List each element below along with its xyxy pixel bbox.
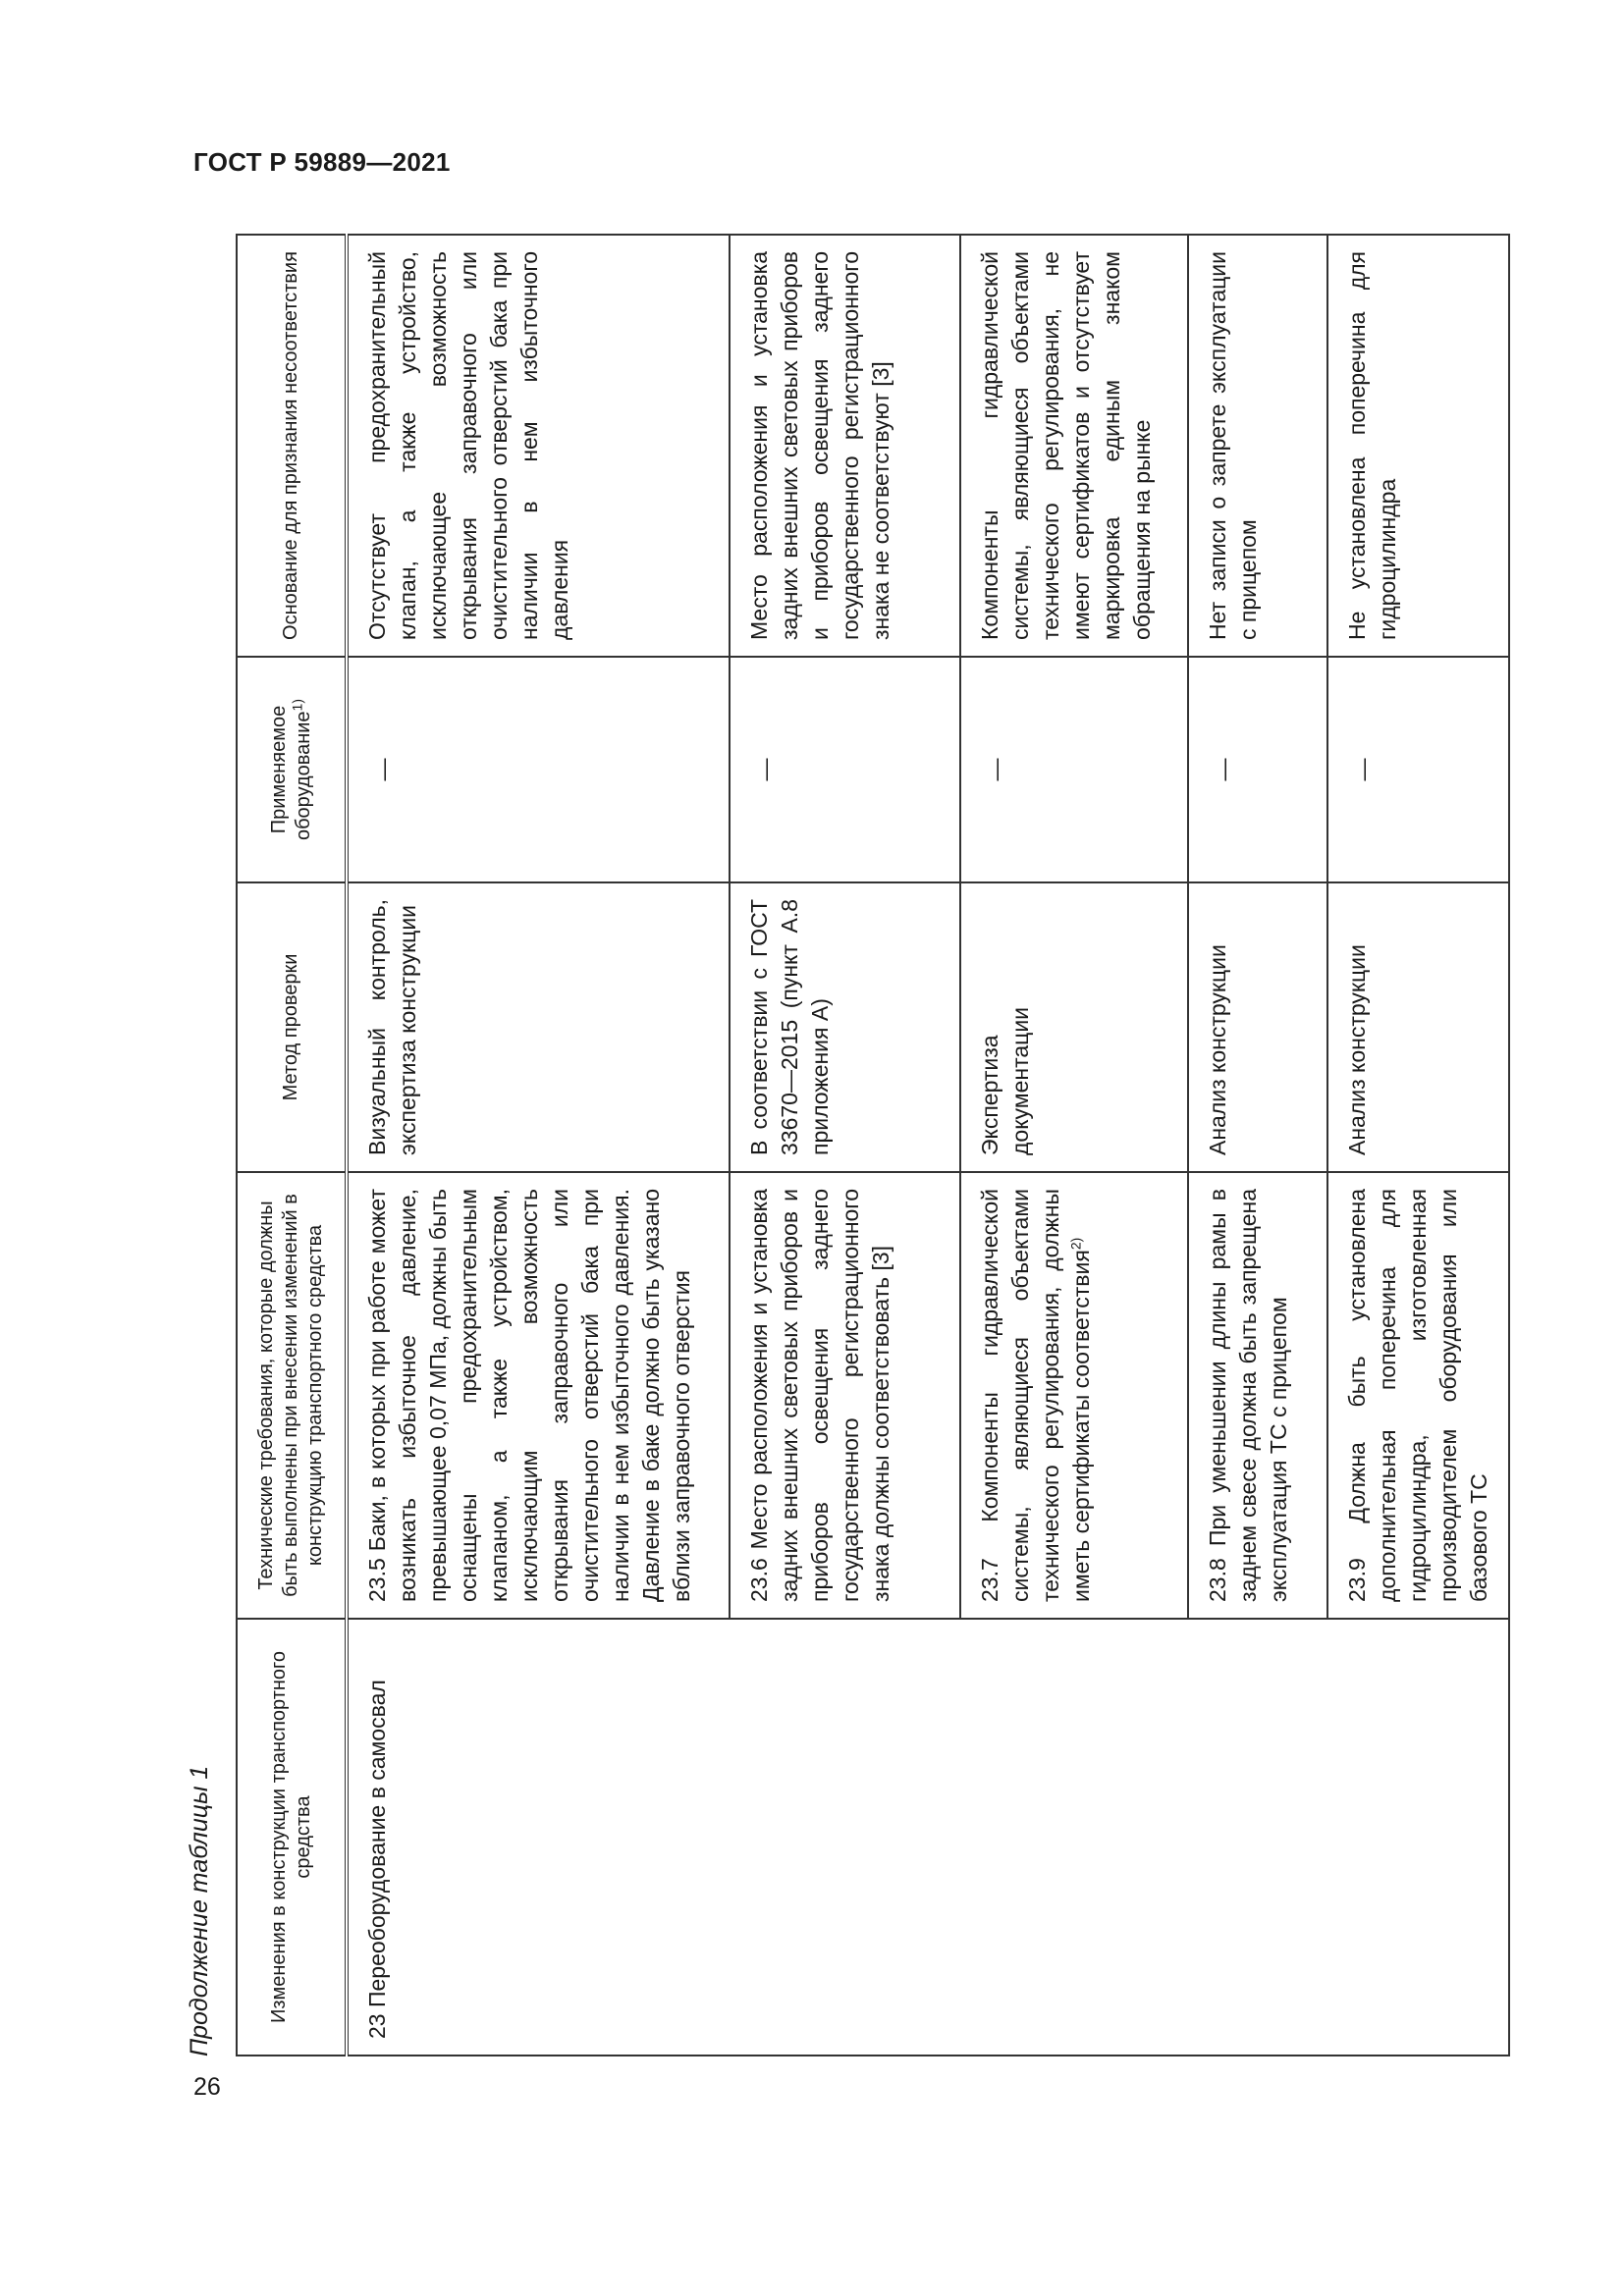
- header-basis: Основание для признания несоответствия: [237, 235, 347, 657]
- requirements-table-container: [236, 236, 1491, 2056]
- basis-cell: Нет записи о запрете эксплуатации с прицепом: [1188, 235, 1327, 657]
- requirement-cell: 23.6 Место расположения и установка задних внешних световых приборов и приборов освещения заднего государственного регистрационного знака должны соответствовать [3]: [730, 1172, 960, 1619]
- header-method: Метод проверки: [237, 882, 347, 1172]
- header-requirements: Технические требования, которые должны быть выполнены при внесении изменений в конструкцию транспортного средства: [237, 1172, 347, 1619]
- method-cell: В соответствии с ГОСТ 33670—2015 (пункт А.8 приложения А): [730, 882, 960, 1172]
- header-changes: Изменения в конструкции транспортного средства: [237, 1619, 347, 2056]
- equipment-cell: —: [1327, 657, 1509, 882]
- header-equipment: Применяемое оборудование$^{1)}$: [237, 657, 347, 882]
- footnote-mark: 1): [288, 698, 304, 712]
- method-cell: Визуальный контроль, экспертиза конструкции: [347, 882, 730, 1172]
- table-header-row: [237, 235, 347, 2056]
- requirement-cell: 23.5 Баки, в которых при работе может возникать избыточное давление, превышающее 0,07 МПа, должны быть оснащены предохранительным клапаном, а также устройством, исключающим возможность открывания заправочного или очистительного отверстий бака при наличии в нем избыточного давления. Давление в баке должно быть указано вблизи заправочного отверстия: [347, 1172, 730, 1619]
- basis-cell: Не установлена поперечина для гидроцилиндра: [1327, 235, 1509, 657]
- requirements-table: [236, 234, 1510, 2056]
- basis-cell: Место расположения и установка задних внешних световых приборов и приборов освещения заднего государственного регистрационного знака не соответствуют [3]: [730, 235, 960, 657]
- equipment-cell: —: [347, 657, 730, 882]
- equipment-cell: —: [730, 657, 960, 882]
- document-code: ГОСТ Р 59889—2021: [193, 147, 451, 177]
- table-continuation-caption: Продолжение таблицы 1: [186, 1765, 213, 2056]
- equipment-cell: —: [960, 657, 1188, 882]
- equipment-cell: —: [1188, 657, 1327, 882]
- requirement-cell: 23.7 Компоненты гидравлической системы, являющиеся объектами технического регулирования, должны иметь сертификаты соответствия$^{2)}$: [960, 1172, 1188, 1619]
- page-number: 26: [193, 2073, 221, 2101]
- table-row: [347, 235, 730, 2056]
- footnote-mark: 2): [1067, 1237, 1084, 1251]
- method-cell: Анализ конструкции: [1188, 882, 1327, 1172]
- method-cell: Экспертиза документации: [960, 882, 1188, 1172]
- basis-cell: Отсутствует предохранительный клапан, а также устройство, исключающее возможность открывания заправочного или очистительного отверстий бака при наличии в нем избыточного давления: [347, 235, 730, 657]
- requirement-cell: 23.8 При уменьшении длины рамы в заднем свесе должна быть запрещена эксплуатация ТС с прицепом: [1188, 1172, 1327, 1619]
- basis-cell: Компоненты гидравлической системы, являющиеся объектами технического регулирования, не имеют сертификатов и отсутствует маркировка единым знаком обращения на рынке: [960, 235, 1188, 657]
- method-cell: Анализ конструкции: [1327, 882, 1509, 1172]
- change-group-cell: 23 Переоборудование в самосвал: [347, 1619, 1509, 2056]
- requirement-cell: 23.9 Должна быть установлена дополнительная поперечина для гидроцилиндра, изготовленная производителем оборудования или базового ТС: [1327, 1172, 1509, 1619]
